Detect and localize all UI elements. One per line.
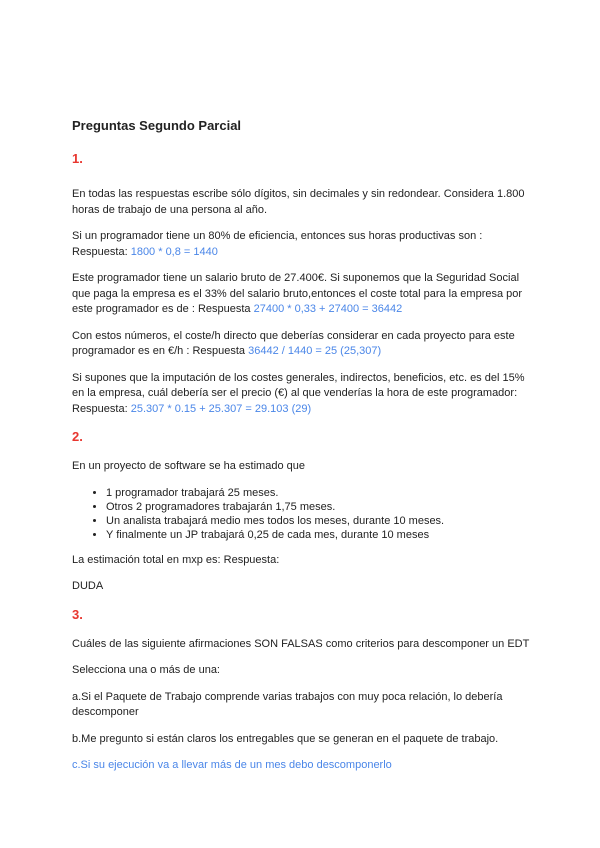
question-1-part-2 xyxy=(72,271,532,318)
document-title: Preguntas Segundo Parcial xyxy=(72,118,242,133)
list-item: • Otros 2 programadores trabajarán 1,75 meses. xyxy=(106,500,532,514)
question-1-part-2-answer: 27400 * 0,33 + 27400 = 36442 xyxy=(253,303,403,315)
question-1-part-3-text: Con estos números, el coste/h directo que deberías considerar en cada proyecto para este programador es en €/h : Respuesta xyxy=(72,329,515,357)
question-3-option-b: b.Me pregunto si están claros los entregables que se generan en el paquete de trabajo. xyxy=(72,732,499,745)
document-content xyxy=(72,118,532,785)
question-1-part-2-text: Este programador tiene un salario bruto de 27.400€. Si suponemos que la Seguridad Social que paga la empresa es el 33% del salario bruto,entonces el coste total para la empresa por este programador es de : Respuesta xyxy=(72,272,523,315)
question-1-part-3 xyxy=(72,329,532,360)
question-2-bullet-list xyxy=(72,486,532,542)
list-item: • Y finalmente un JP trabajará 0,25 de cada mes, durante 10 meses xyxy=(106,528,532,542)
question-1-part-1 xyxy=(72,229,532,260)
question-3-option-a: a.Si el Paquete de Trabajo comprende varias trabajos con muy poca relación, lo debería descomponer xyxy=(72,690,503,718)
question-1-part-3-answer: 36442 / 1440 = 25 (25,307) xyxy=(248,345,382,357)
question-1-part-4-answer: 25.307 * 0.15 + 25.307 = 29.103 (29) xyxy=(130,402,312,415)
question-2-answer: DUDA xyxy=(72,580,104,592)
list-item: • Un analista trabajará medio mes todos los meses, durante 10 meses. xyxy=(106,514,532,528)
question-1-part-4-text: Si supones que la imputación de los costes generales, indirectos, beneficios, etc. es del 15% en la empresa, cuál debería ser el precio (€) al que venderías la hora de este programador: Respuesta: xyxy=(72,371,525,415)
question-3-intro: Cuáles de las siguiente afirmaciones SON FALSAS como criterios para descomponer un EDT xyxy=(72,637,530,650)
question-3-option-c: c.Si su ejecución va a llevar más de un mes debo descomponerlo xyxy=(72,759,392,771)
question-1-part-1-text: Si un programador tiene un 80% de eficiencia, entonces sus horas productivas son : Respuesta: xyxy=(72,230,483,258)
question-1-number: 1. xyxy=(72,151,83,166)
question-3-number: 3. xyxy=(72,606,83,622)
question-3-select-instruction: Selecciona una o más de una: xyxy=(72,664,220,676)
question-1-part-4 xyxy=(72,371,532,418)
list-item: • 1 programador trabajará 25 meses. xyxy=(106,486,532,500)
question-1-part-1-answer: 1800 * 0,8 = 1440 xyxy=(130,245,218,258)
question-2-number: 2. xyxy=(72,429,83,444)
question-2-estimate: La estimación total en mxp es: Respuesta: xyxy=(72,553,280,566)
question-2-intro: En un proyecto de software se ha estimado que xyxy=(72,460,305,472)
question-1-intro: En todas las respuestas escribe sólo dígitos, sin decimales y sin redondear. Considera 1.800 horas de trabajo de una persona al año. xyxy=(72,188,525,216)
